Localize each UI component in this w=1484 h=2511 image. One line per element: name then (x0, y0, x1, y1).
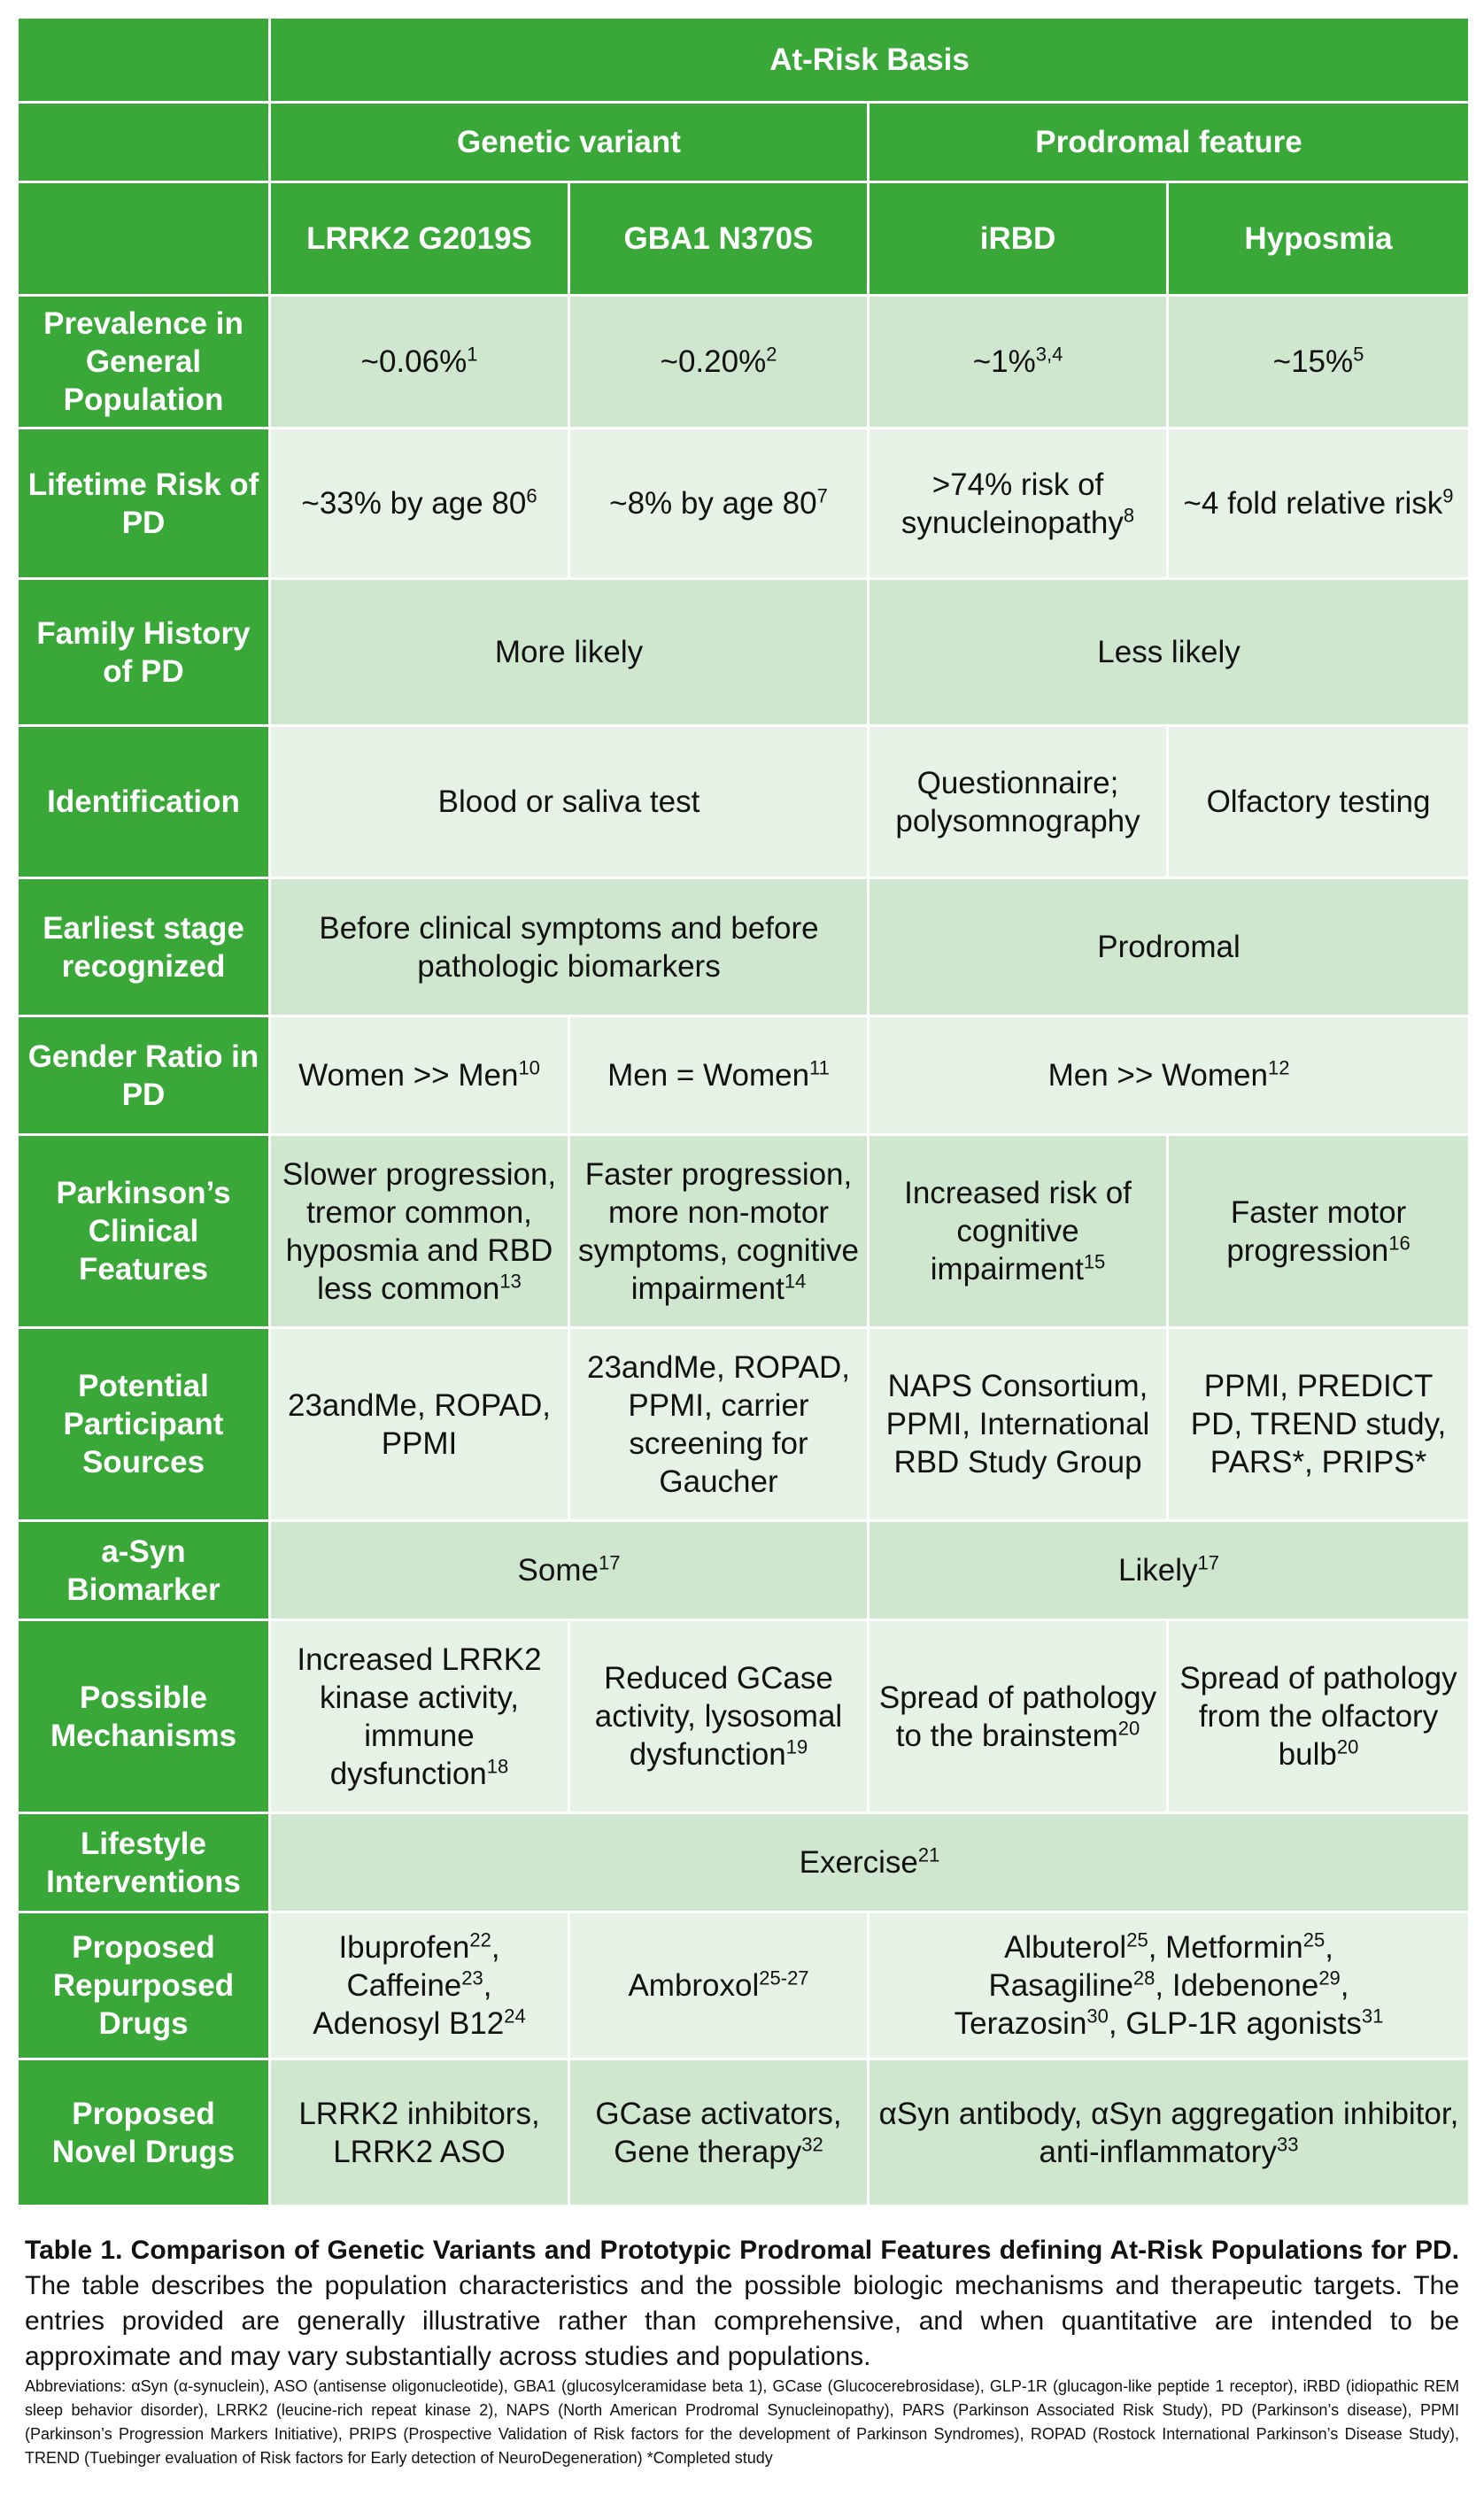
row-label: Identification (18, 726, 270, 878)
header-gba1: GBA1 N370S (569, 182, 869, 296)
header-hyposmia: Hyposmia (1168, 182, 1470, 296)
reference: 11 (809, 1056, 830, 1079)
reference: 10 (518, 1056, 540, 1079)
cell-text: Women >> Men (298, 1058, 519, 1093)
cell (869, 1135, 1168, 1328)
reference: 3,4 (1035, 343, 1063, 366)
cell: More likely (270, 579, 869, 726)
reference: 19 (785, 1735, 808, 1758)
cell-text: Likely (1118, 1553, 1198, 1588)
reference: 22 (469, 1928, 491, 1951)
cell (869, 1016, 1470, 1135)
cell-text: GLP-1R agonists (1125, 2006, 1362, 2041)
cell: Olfactory testing (1168, 726, 1470, 878)
reference: 24 (504, 2005, 526, 2028)
cell (869, 1521, 1470, 1620)
cell-text: Some (517, 1553, 599, 1588)
cell (569, 429, 869, 579)
reference: 20 (1336, 1735, 1359, 1758)
cell (270, 1016, 569, 1135)
cell-text: Men = Women (607, 1058, 810, 1093)
cell-text: Ambroxol (628, 1968, 760, 2003)
header-row-columns (18, 182, 1470, 296)
cell (569, 2059, 869, 2206)
row-gender-ratio (18, 1016, 1470, 1135)
cell-text: Faster progression, more non-motor symptoms, cognitive impairment (577, 1156, 860, 1306)
reference: 1 (467, 343, 478, 366)
header-row-groups (18, 103, 1470, 182)
cell-text: Slower progression, tremor common, hyposmia and RBD less common (282, 1156, 557, 1306)
reference: 23 (461, 1966, 483, 1989)
caption-body: The table describes the population characteristics and the possible biologic mechanisms and therapeutic targets. The entries provided are generally illustrative rather than comprehensive, and when quantitative are intended to be approximate and may vary substantially across studies and populations. (25, 2271, 1459, 2371)
row-lifetime-risk (18, 429, 1470, 579)
row-label: Possible Mechanisms (18, 1620, 270, 1813)
cell: Ibuprofen$^{22}$, Caffeine$^{23}$, Adenosyl $B12^{24}$ (270, 1912, 569, 2059)
cell-text: >74% risk of synucleinopathy (900, 467, 1124, 540)
row-repurposed-drugs (18, 1912, 1470, 2059)
corner-cell (18, 18, 270, 103)
reference: 33 (1276, 2132, 1299, 2155)
cell-text: ~33% by age 80 (301, 486, 527, 521)
reference: 9 (1442, 484, 1454, 507)
cell (270, 296, 569, 429)
cell (270, 429, 569, 579)
cell-text: Metformin (1165, 1930, 1303, 1965)
cell: PPMI, PREDICT PD, TREND study, PARS*, PRIPS* (1168, 1328, 1470, 1521)
reference: 28 (1132, 1966, 1156, 1989)
reference: 21 (917, 1843, 940, 1866)
cell-text: ~0.06% (360, 344, 468, 379)
cell-text: Spread of pathology from the olfactory bulb (1179, 1661, 1457, 1772)
cell (569, 1135, 869, 1328)
header-at-risk-basis: At-Risk Basis (270, 18, 1470, 103)
row-syn-biomarker (18, 1521, 1470, 1620)
cell-text: Idebenone (1171, 1968, 1319, 2003)
reference: 29 (1318, 1966, 1341, 1989)
reference: 7 (816, 484, 828, 507)
row-mechanisms (18, 1620, 1470, 1813)
comparison-table (16, 16, 1471, 2207)
cell: Before clinical symptoms and before pathologic biomarkers (270, 878, 869, 1016)
cell: Less likely (869, 579, 1470, 726)
table-caption (25, 2233, 1459, 2375)
row-label: Earliest stage recognized (18, 878, 270, 1016)
row-label: Prevalence in General Population (18, 296, 270, 429)
reference: 25 (1302, 1928, 1326, 1951)
reference: 8 (1123, 503, 1135, 526)
reference: 14 (784, 1269, 807, 1292)
cell-text: ~4 fold relative risk (1183, 486, 1443, 521)
header-row-top (18, 18, 1470, 103)
cell-text: ~8% by age 80 (609, 486, 817, 521)
cell-text: ~0.20% (660, 344, 767, 379)
row-label: Gender Ratio in PD (18, 1016, 270, 1135)
header-irbd: iRBD (869, 182, 1168, 296)
row-clinical-features (18, 1135, 1470, 1328)
cell: 23andMe, ROPAD, PPMI (270, 1328, 569, 1521)
reference: 18 (486, 1754, 509, 1777)
row-label: Potential Participant Sources (18, 1328, 270, 1521)
cell (1168, 1620, 1470, 1813)
cell-text: Terazosin (954, 2006, 1087, 2041)
reference: 20 (1117, 1716, 1140, 1739)
row-label: Parkinson’s Clinical Features (18, 1135, 270, 1328)
cell (569, 1912, 869, 2059)
row-label: Lifetime Risk of PD (18, 429, 270, 579)
row-earliest-stage (18, 878, 1470, 1016)
caption-title: Table 1. Comparison of Genetic Variants and Prototypic Prodromal Features defining At-Risk Populations for PD. (25, 2236, 1459, 2265)
cell-text: αSyn antibody, αSyn aggregation inhibitor, anti-inflammatory (878, 2096, 1459, 2169)
reference: 5 (1353, 343, 1364, 366)
cell (1168, 296, 1470, 429)
row-label: Lifestyle Interventions (18, 1813, 270, 1912)
cell-text: ~15% (1272, 344, 1354, 379)
cell-text: Rasagiline (988, 1968, 1133, 2003)
reference: 16 (1388, 1231, 1411, 1254)
reference: 30 (1086, 2005, 1109, 2028)
cell (1168, 1135, 1470, 1328)
reference: 31 (1361, 2005, 1384, 2028)
cell (270, 1620, 569, 1813)
cell (869, 429, 1168, 579)
cell (569, 1620, 869, 1813)
cell (270, 1521, 869, 1620)
reference: 6 (526, 484, 537, 507)
row-lifestyle (18, 1813, 1470, 1912)
cell: Albuterol$^{25}$, Metformin$^{25}$, Rasagiline$^{28}$, Idebenone$^{29}$, Terazosin$^{30}$, GLP-1R agonists$^{31}$ (869, 1912, 1470, 2059)
cell-text: Faster motor progression (1226, 1194, 1407, 1268)
reference: 15 (1083, 1250, 1106, 1273)
reference: 13 (499, 1269, 522, 1292)
row-family-history (18, 579, 1470, 726)
row-participant-sources (18, 1328, 1470, 1521)
cell-text: Ibuprofen (338, 1930, 470, 1965)
row-identification (18, 726, 1470, 878)
row-novel-drugs (18, 2059, 1470, 2206)
reference: 17 (1197, 1551, 1219, 1574)
header-lrrk2: LRRK2 G2019S (270, 182, 569, 296)
corner-cell (18, 103, 270, 182)
comparison-table-container (16, 16, 1468, 2207)
cell-text: Exercise (799, 1845, 918, 1880)
abbreviations-note: Abbreviations: αSyn (α-synuclein), ASO (antisense oligonucleotide), GBA1 (glucosylceramidase beta 1), GCase (Glucocerebrosidase), GLP-1R (glucagon-like peptide 1 receptor), iRBD (idiopathic REM sleep behavior disorder), LRRK2 (leucine-rich repeat kinase 2), NAPS (North American Prodromal Synucleinopathy), PARS (Parkinson Associated Risk Study), PD (Parkinson’s disease), PPMI (Parkinson’s Progression Markers Initiative), PRIPS (Prospective Validation of Risk factors for the development of Parkinson Syndromes), ROPAD (Rostock International Parkinson’s Disease Study), TREND (Tuebinger evaluation of Risk factors for Early detection of NeuroDegeneration) *Completed study (25, 2377, 1459, 2467)
cell-text: Caffeine (346, 1968, 462, 2003)
cell: Blood or saliva test (270, 726, 869, 878)
cell: Questionnaire; polysomnography (869, 726, 1168, 878)
corner-cell (18, 182, 270, 296)
reference: 2 (766, 343, 777, 366)
cell-text: ~1% (972, 344, 1036, 379)
reference: 12 (1267, 1056, 1290, 1079)
cell (1168, 429, 1470, 579)
cell-text: Spread of pathology to the brainstem (878, 1680, 1157, 1753)
row-label: Proposed Novel Drugs (18, 2059, 270, 2206)
cell: LRRK2 inhibitors, LRRK2 ASO (270, 2059, 569, 2206)
cell: 23andMe, ROPAD, PPMI, carrier screening for Gaucher (569, 1328, 869, 1521)
cell (270, 1813, 1470, 1912)
row-label: Family History of PD (18, 579, 270, 726)
reference: 32 (801, 2132, 823, 2155)
cell-text: Reduced GCase activity, lysosomal dysfunction (594, 1661, 843, 1772)
cell (869, 2059, 1470, 2206)
row-label: Proposed Repurposed Drugs (18, 1912, 270, 2059)
reference: 25 (1126, 1928, 1148, 1951)
cell-text: Adenosyl B12 (313, 2006, 505, 2041)
cell-text: Albuterol (1004, 1930, 1127, 1965)
cell (569, 296, 869, 429)
cell (869, 1620, 1168, 1813)
cell (569, 1016, 869, 1135)
row-label: a-Syn Biomarker (18, 1521, 270, 1620)
cell-text: Increased LRRK2 kinase activity, immune dysfunction (297, 1642, 542, 1791)
cell: NAPS Consortium, PPMI, International RBD Study Group (869, 1328, 1168, 1521)
cell: Prodromal (869, 878, 1470, 1016)
row-prevalence (18, 296, 1470, 429)
cell-text: Increased risk of cognitive impairment (904, 1176, 1132, 1286)
cell-text: Men >> Women (1047, 1058, 1268, 1093)
header-prodromal-feature: Prodromal feature (869, 103, 1470, 182)
cell (869, 296, 1168, 429)
cell (270, 1135, 569, 1328)
cell-text: GCase activators, Gene therapy (595, 2096, 842, 2169)
reference: 17 (598, 1551, 621, 1574)
reference: 25-27 (759, 1966, 809, 1989)
header-genetic-variant: Genetic variant (270, 103, 869, 182)
